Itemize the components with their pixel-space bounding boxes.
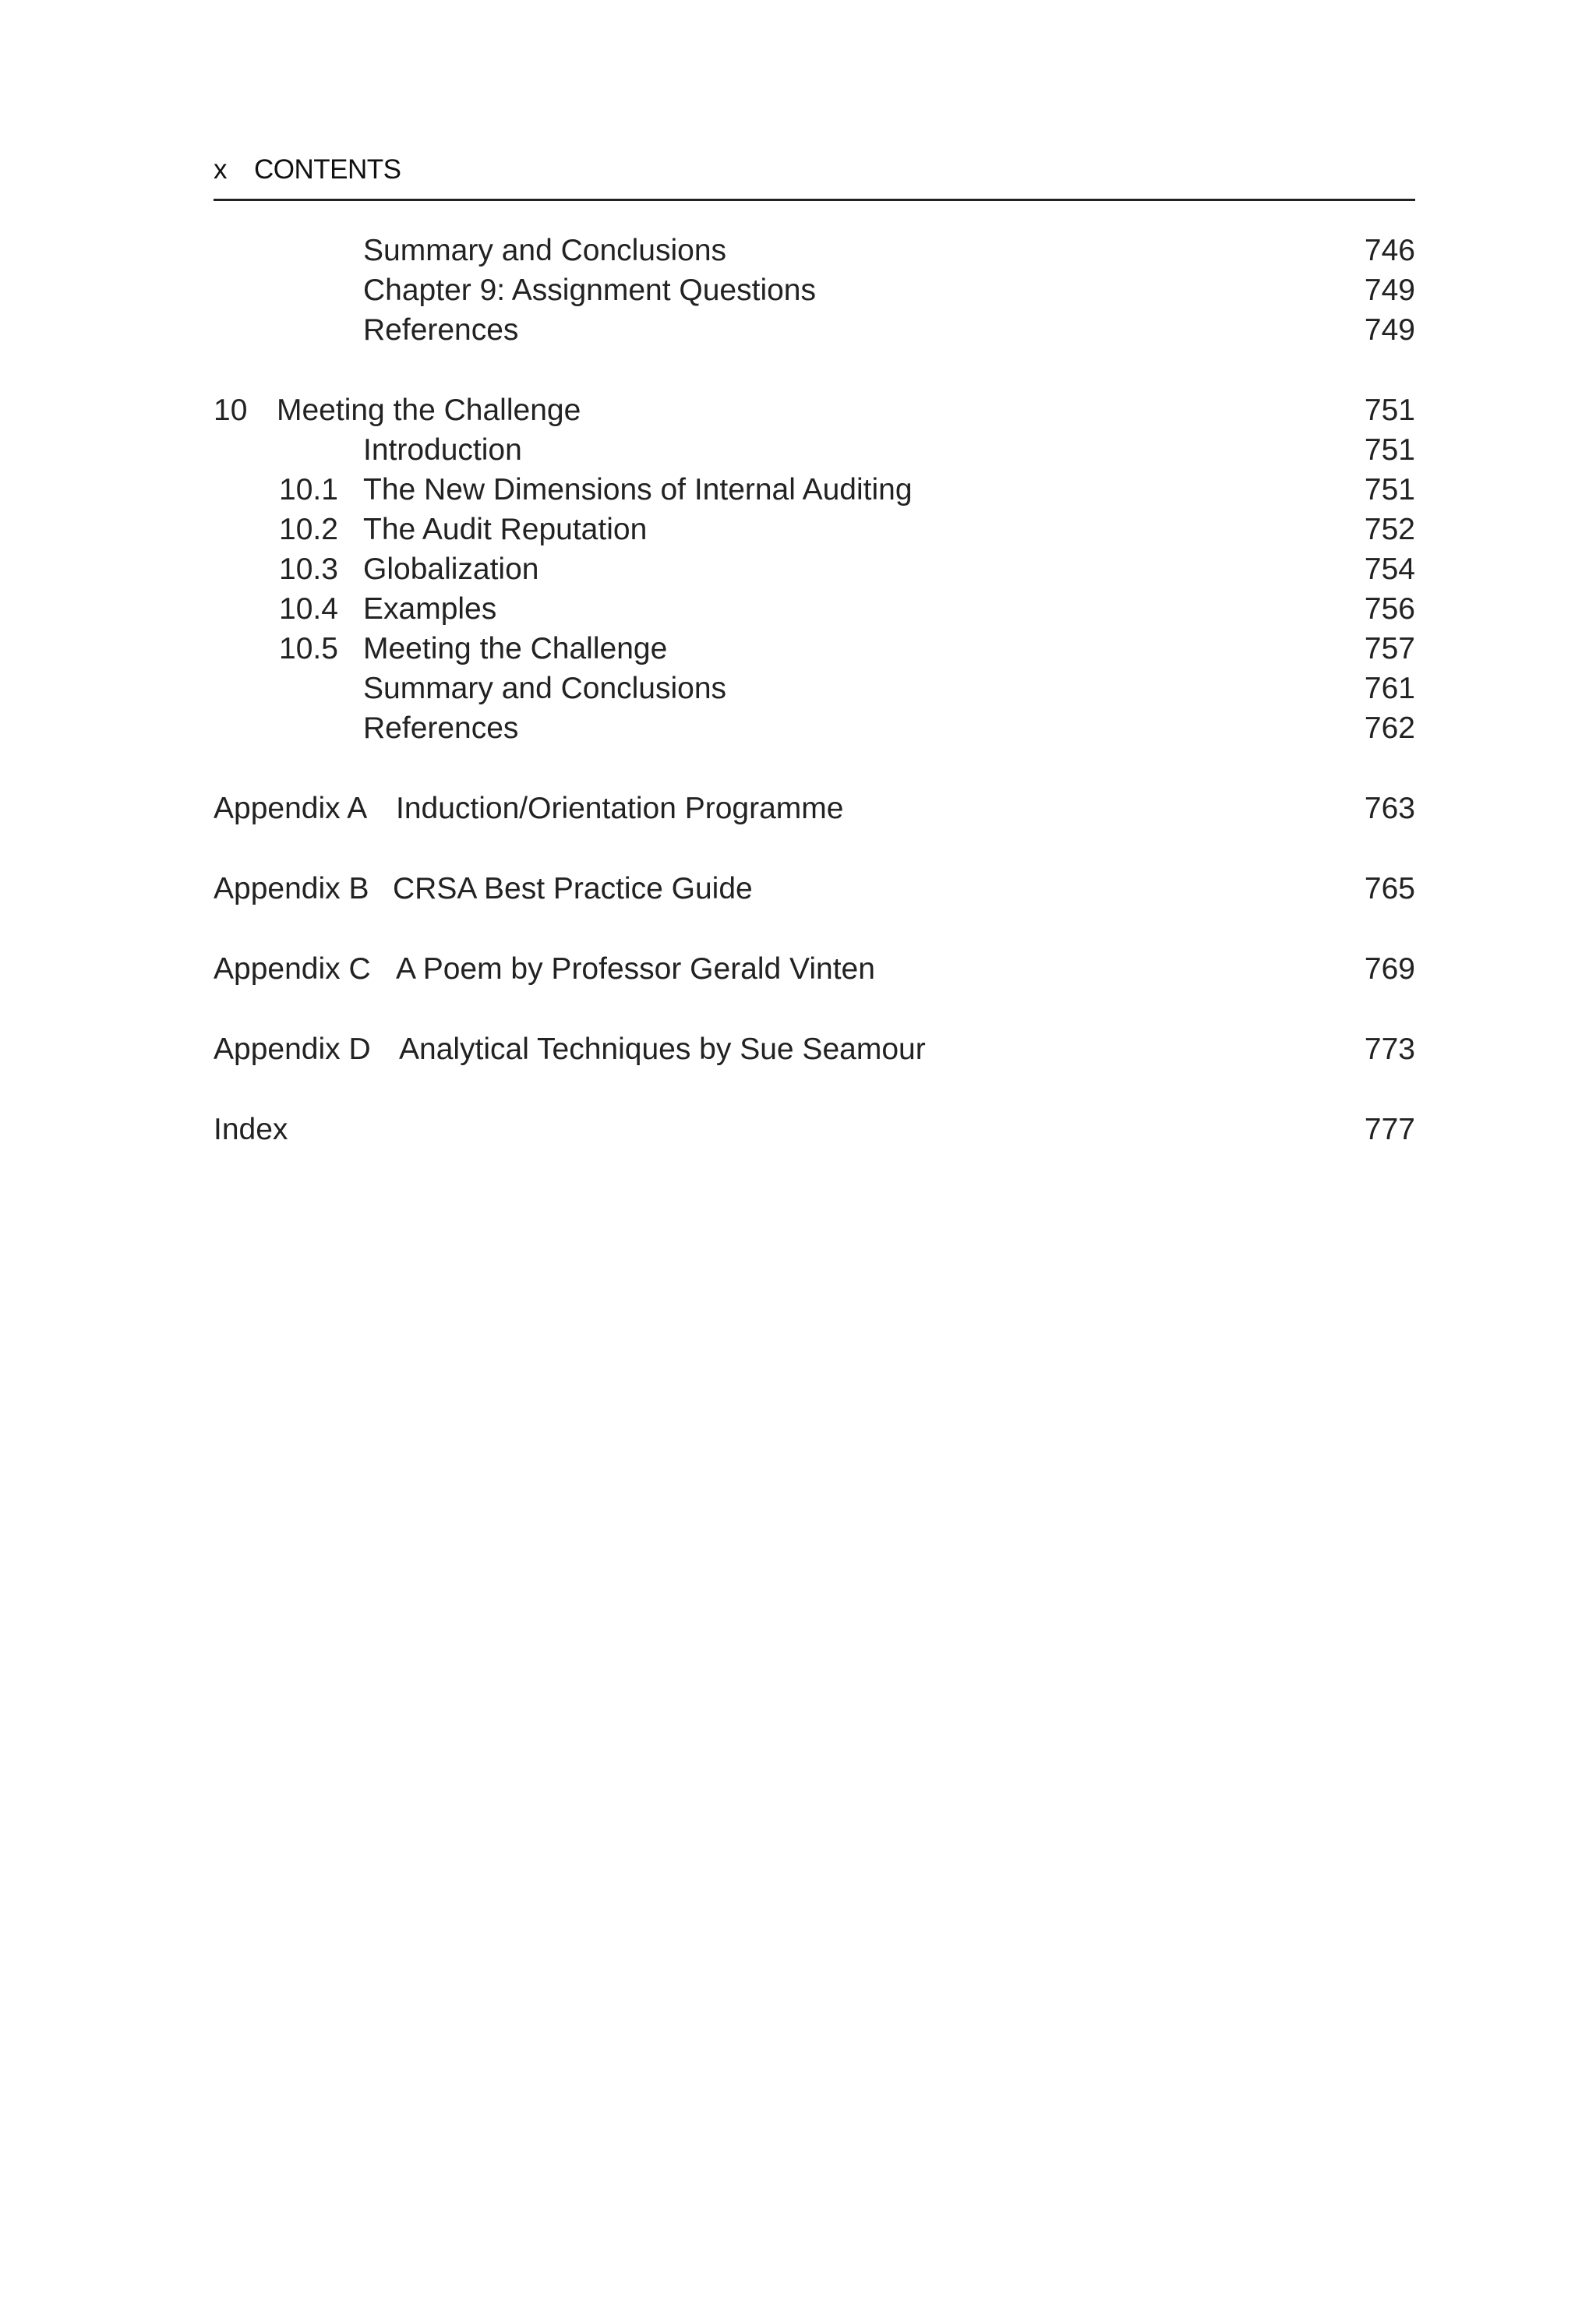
section-page: 751 xyxy=(1364,433,1415,467)
section-page: 751 xyxy=(1364,473,1415,507)
section-number: 10.4 xyxy=(279,592,338,626)
section-page: 762 xyxy=(1364,711,1415,745)
section-title: Globalization xyxy=(363,552,539,586)
section-number: 10.2 xyxy=(279,513,338,546)
header-page-number: x xyxy=(214,154,227,185)
toc-appendix xyxy=(214,1030,1415,1069)
toc-section xyxy=(214,630,1415,669)
toc-entry-title: Chapter 9: Assignment Questions xyxy=(363,274,816,307)
chapter-title: Meeting the Challenge xyxy=(277,394,581,427)
toc-section xyxy=(214,550,1415,589)
section-page: 757 xyxy=(1364,632,1415,665)
header-rule xyxy=(214,199,1415,201)
section-page: 756 xyxy=(1364,592,1415,626)
appendix-title: Induction/Orientation Programme xyxy=(396,792,844,825)
section-title: The New Dimensions of Internal Auditing xyxy=(363,473,913,507)
toc-section xyxy=(214,590,1415,629)
toc-section xyxy=(214,709,1415,748)
appendix-label: Appendix B xyxy=(214,872,369,905)
toc-entry-page: 746 xyxy=(1364,234,1415,267)
toc-appendix xyxy=(214,950,1415,989)
toc-entry-title: Summary and Conclusions xyxy=(363,234,727,267)
section-number: 10.3 xyxy=(279,552,338,586)
chapter-page: 751 xyxy=(1364,394,1415,427)
appendix-title: A Poem by Professor Gerald Vinten xyxy=(396,952,875,986)
section-title: Introduction xyxy=(363,433,522,467)
toc-section xyxy=(214,471,1415,510)
section-title: Summary and Conclusions xyxy=(363,672,727,705)
section-page: 752 xyxy=(1364,513,1415,546)
section-title: Examples xyxy=(363,592,497,626)
appendix-page: 763 xyxy=(1364,792,1415,825)
appendix-label: Appendix A xyxy=(214,792,368,825)
section-title: References xyxy=(363,711,519,745)
toc-entry xyxy=(214,271,1415,310)
toc-section xyxy=(214,431,1415,470)
toc-chapter-heading xyxy=(214,391,1415,430)
appendix-title: Analytical Techniques by Sue Seamour xyxy=(399,1032,926,1066)
section-title: The Audit Reputation xyxy=(363,513,648,546)
chapter-number: 10 xyxy=(214,394,248,427)
section-title: Meeting the Challenge xyxy=(363,632,668,665)
section-number: 10.5 xyxy=(279,632,338,665)
appendix-page: 765 xyxy=(1364,872,1415,905)
index-title: Index xyxy=(214,1113,288,1146)
toc-appendix xyxy=(214,789,1415,828)
section-page: 761 xyxy=(1364,672,1415,705)
toc-section xyxy=(214,510,1415,549)
appendix-title: CRSA Best Practice Guide xyxy=(393,872,753,905)
index-page: 777 xyxy=(1364,1113,1415,1146)
toc-entry-page: 749 xyxy=(1364,313,1415,347)
toc-entry-page: 749 xyxy=(1364,274,1415,307)
header-section-title: CONTENTS xyxy=(254,154,401,185)
running-header xyxy=(214,153,1415,187)
toc-entry xyxy=(214,231,1415,270)
section-number: 10.1 xyxy=(279,473,338,507)
toc-entry-title: References xyxy=(363,313,519,347)
appendix-label: Appendix D xyxy=(214,1032,371,1066)
toc-section xyxy=(214,669,1415,708)
section-page: 754 xyxy=(1364,552,1415,586)
toc-entry xyxy=(214,311,1415,350)
toc-appendix xyxy=(214,870,1415,909)
appendix-page: 769 xyxy=(1364,952,1415,986)
appendix-label: Appendix C xyxy=(214,952,371,986)
appendix-page: 773 xyxy=(1364,1032,1415,1066)
toc-index xyxy=(214,1110,1415,1149)
